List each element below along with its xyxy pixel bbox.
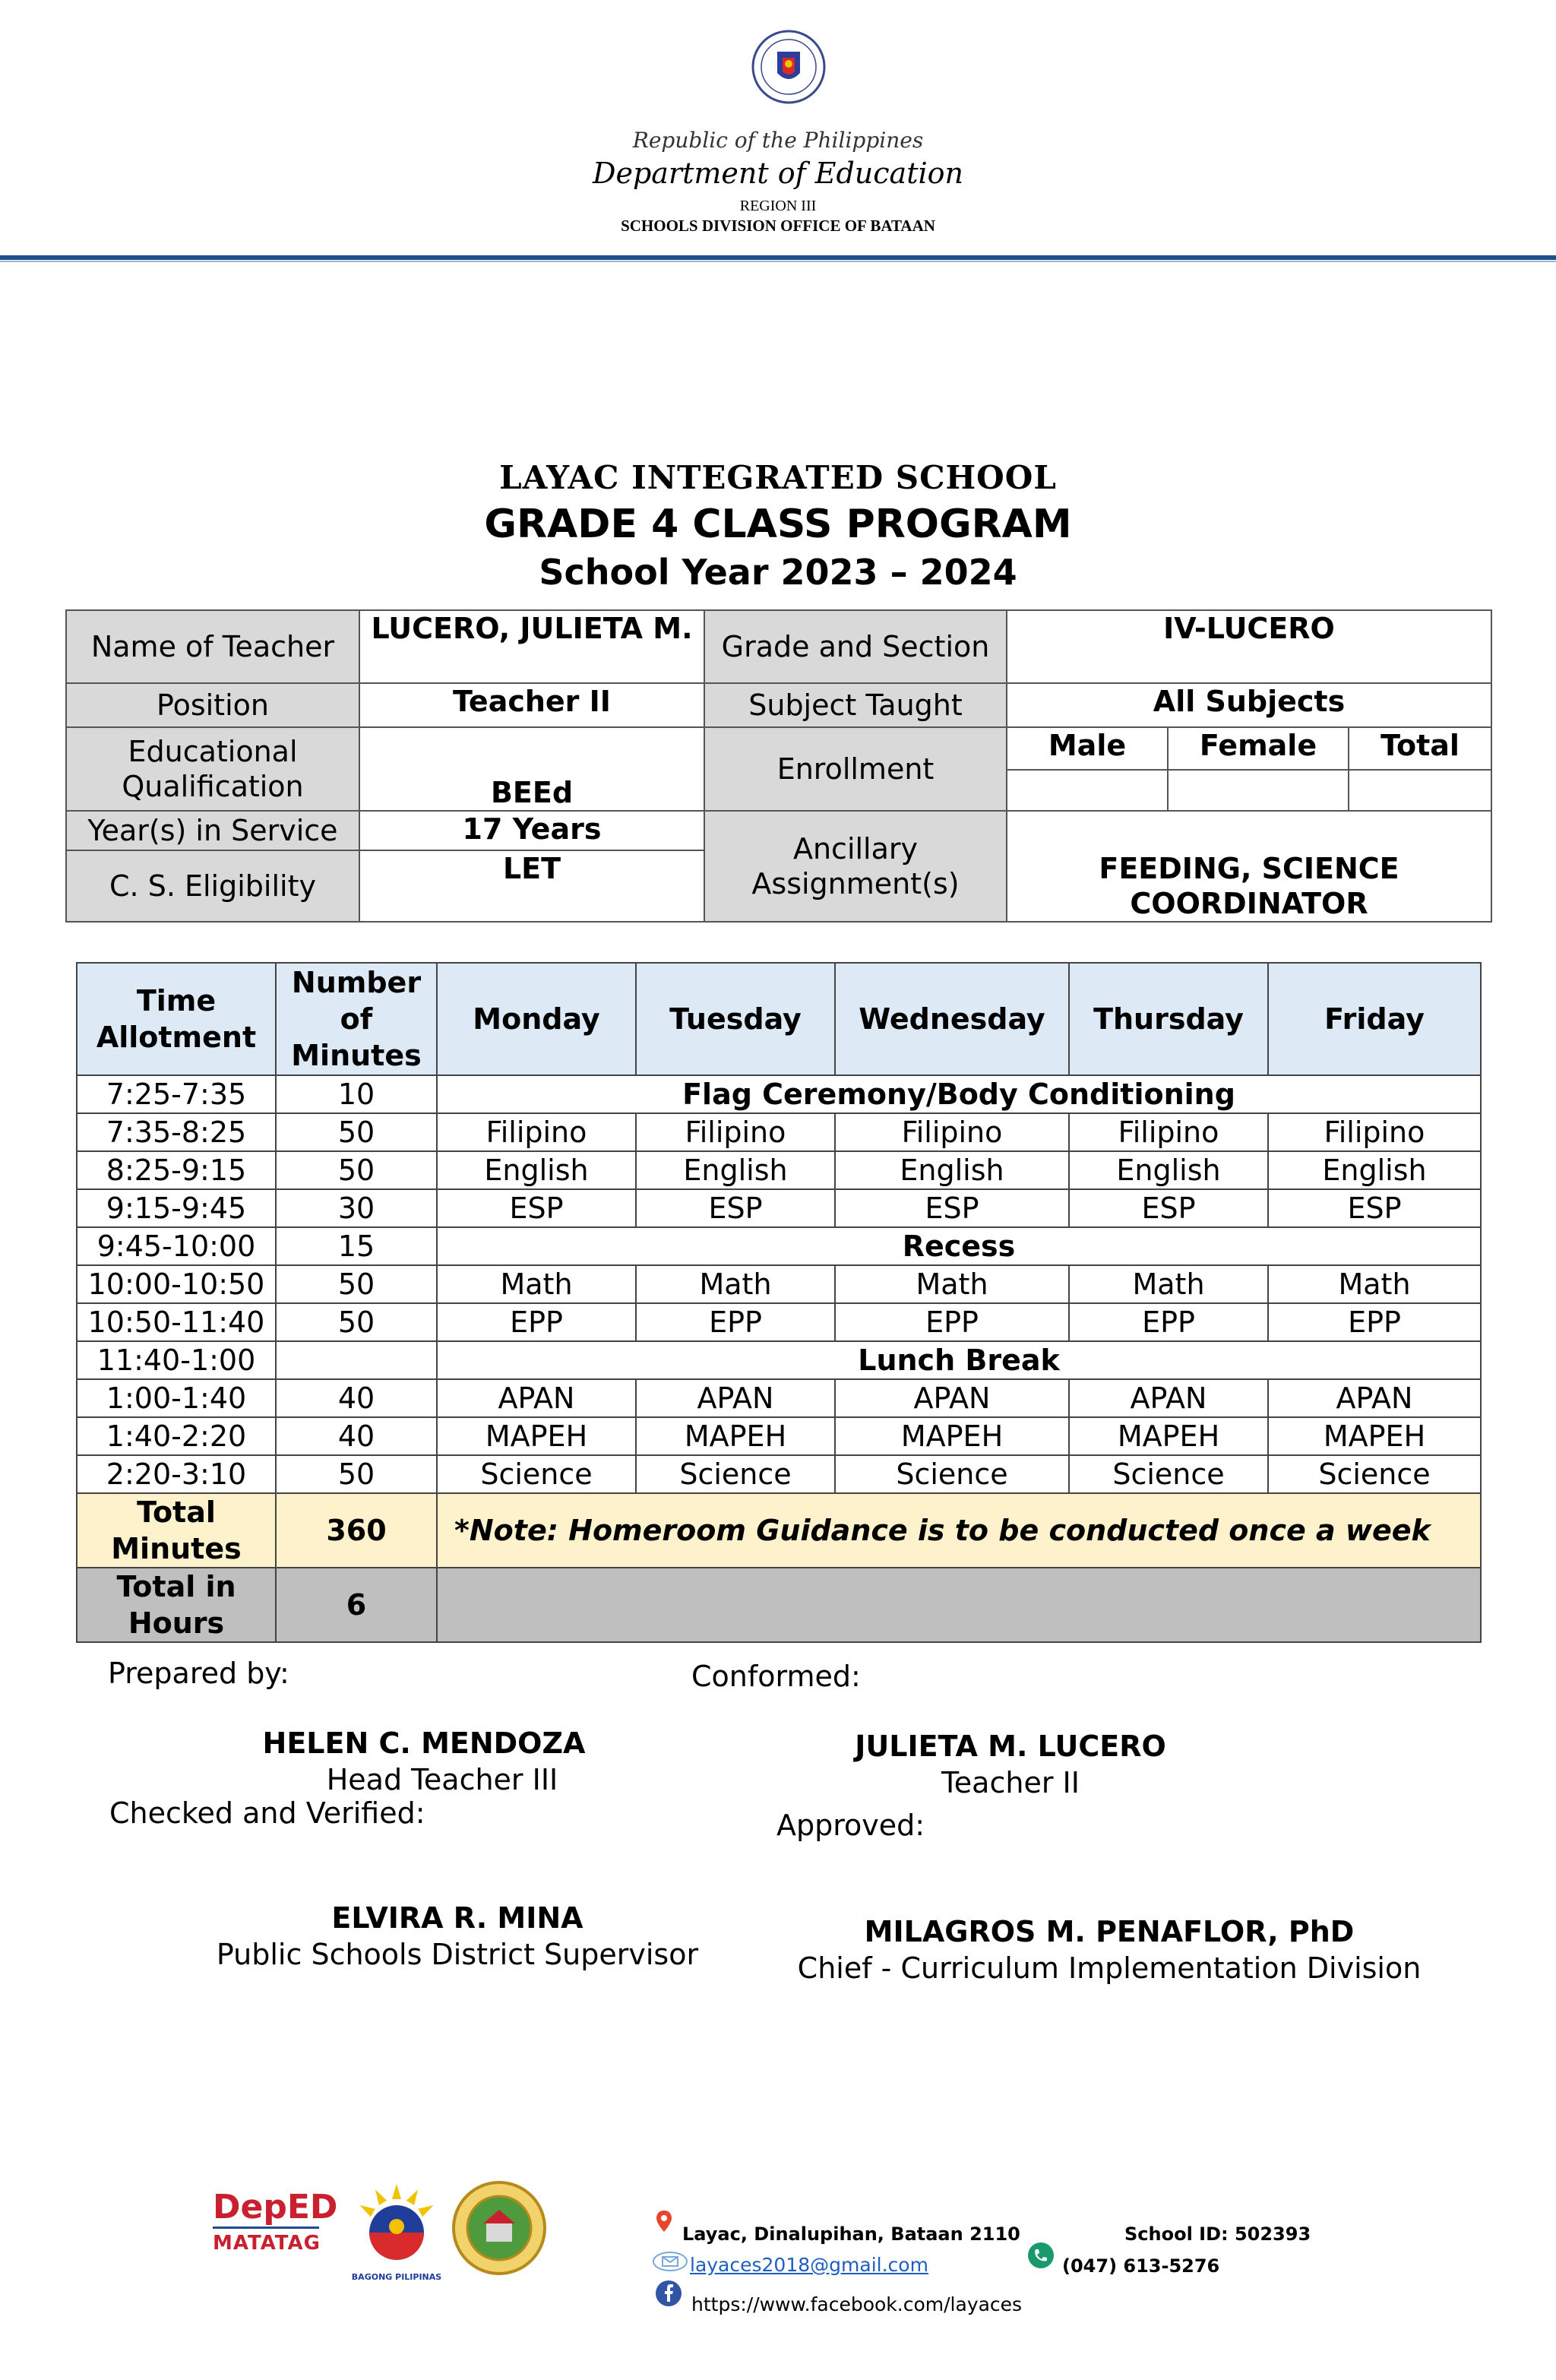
edu-label: Educational Qualification bbox=[66, 727, 359, 811]
schedule-row bbox=[77, 1113, 1481, 1151]
subject-cell: Math bbox=[835, 1265, 1069, 1303]
division-label: SCHOOLS DIVISION OFFICE OF BATAAN bbox=[621, 217, 935, 235]
approved-label: Approved: bbox=[776, 1809, 925, 1842]
female-value bbox=[1168, 770, 1349, 811]
schedule-header-2: Monday bbox=[437, 963, 636, 1075]
program-title: GRADE 4 CLASS PROGRAM bbox=[484, 502, 1072, 547]
name-value: LUCERO, JULIETA M. bbox=[359, 610, 704, 683]
subject-cell: MAPEH bbox=[835, 1417, 1069, 1455]
prepared-title: Head Teacher III bbox=[326, 1763, 558, 1796]
prepared-label: Prepared by: bbox=[108, 1657, 289, 1690]
span-activity-cell: Lunch Break bbox=[437, 1341, 1481, 1379]
years-value: 17 Years bbox=[359, 811, 704, 850]
subject-cell: Filipino bbox=[835, 1113, 1069, 1151]
region-label: REGION III bbox=[739, 198, 817, 214]
homeroom-note: *Note: Homeroom Guidance is to be conducted once a week bbox=[437, 1493, 1481, 1568]
span-activity-cell: Recess bbox=[437, 1227, 1481, 1265]
time-cell: 7:35-8:25 bbox=[77, 1113, 276, 1151]
grade-label: Grade and Section bbox=[704, 610, 1007, 683]
enroll-label: Enrollment bbox=[704, 727, 1007, 811]
subject-cell: Math bbox=[437, 1265, 636, 1303]
schedule-row bbox=[77, 1455, 1481, 1493]
minutes-cell bbox=[276, 1341, 437, 1379]
minutes-cell: 50 bbox=[276, 1151, 437, 1189]
subject-cell: ESP bbox=[1268, 1189, 1481, 1227]
checked-name: ELVIRA R. MINA bbox=[331, 1901, 584, 1935]
subject-cell: EPP bbox=[636, 1303, 835, 1341]
subject-cell: MAPEH bbox=[636, 1417, 835, 1455]
school-year: School Year 2023 – 2024 bbox=[539, 552, 1017, 593]
phone-text: (047) 613-5276 bbox=[1062, 2255, 1220, 2277]
minutes-cell: 10 bbox=[276, 1075, 437, 1113]
subject-cell: Filipino bbox=[437, 1113, 636, 1151]
minutes-cell: 40 bbox=[276, 1417, 437, 1455]
conformed-label: Conformed: bbox=[691, 1660, 861, 1693]
subject-cell: Science bbox=[1268, 1455, 1481, 1493]
subject-cell: Math bbox=[1268, 1265, 1481, 1303]
department-label: Department of Education bbox=[593, 157, 963, 190]
svg-text:BAGONG PILIPINAS: BAGONG PILIPINAS bbox=[351, 2272, 442, 2282]
years-label: Year(s) in Service bbox=[66, 811, 359, 850]
subject-cell: APAN bbox=[1069, 1379, 1268, 1417]
subject-cell: EPP bbox=[835, 1303, 1069, 1341]
schedule-header-0: Time Allotment bbox=[77, 963, 276, 1075]
approved-title: Chief - Curriculum Implementation Division bbox=[797, 1951, 1422, 1985]
email-link[interactable]: layaces2018@gmail.com bbox=[690, 2254, 928, 2276]
time-cell: 10:50-11:40 bbox=[77, 1303, 276, 1341]
subject-cell: APAN bbox=[835, 1379, 1069, 1417]
class-schedule-table bbox=[76, 962, 1482, 1643]
position-label: Position bbox=[66, 683, 359, 727]
subject-cell: EPP bbox=[1268, 1303, 1481, 1341]
subject-cell: Filipino bbox=[1268, 1113, 1481, 1151]
checked-label: Checked and Verified: bbox=[109, 1796, 425, 1830]
school-id-text: School ID: 502393 bbox=[1124, 2223, 1311, 2245]
schedule-row bbox=[77, 1303, 1481, 1341]
position-value: Teacher II bbox=[359, 683, 704, 727]
subject-value: All Subjects bbox=[1007, 683, 1491, 727]
subject-cell: English bbox=[1069, 1151, 1268, 1189]
minutes-cell: 50 bbox=[276, 1113, 437, 1151]
email-icon bbox=[652, 2251, 688, 2272]
checked-title: Public Schools District Supervisor bbox=[216, 1938, 699, 1971]
address-text: Layac, Dinalupihan, Bataan 2110 bbox=[682, 2223, 1020, 2245]
schedule-row bbox=[77, 1417, 1481, 1455]
total-minutes-row bbox=[77, 1493, 1481, 1568]
subject-cell: Science bbox=[636, 1455, 835, 1493]
time-cell: 8:25-9:15 bbox=[77, 1151, 276, 1189]
subject-cell: MAPEH bbox=[437, 1417, 636, 1455]
schedule-row bbox=[77, 1265, 1481, 1303]
subject-cell: APAN bbox=[636, 1379, 835, 1417]
prepared-name: HELEN C. MENDOZA bbox=[262, 1726, 586, 1760]
time-cell: 11:40-1:00 bbox=[77, 1341, 276, 1379]
schedule-row bbox=[77, 1151, 1481, 1189]
ancillary-value: FEEDING, SCIENCE COORDINATOR bbox=[1007, 811, 1491, 922]
total-hours-row bbox=[77, 1568, 1481, 1642]
subject-cell: ESP bbox=[1069, 1189, 1268, 1227]
school-logo bbox=[450, 2175, 549, 2281]
subject-cell: Science bbox=[835, 1455, 1069, 1493]
subject-cell: ESP bbox=[835, 1189, 1069, 1227]
schedule-row bbox=[77, 1341, 1481, 1379]
total-hours-label: Total in Hours bbox=[77, 1568, 276, 1642]
minutes-cell: 50 bbox=[276, 1265, 437, 1303]
deped-matatag-logo: DepED MATATAG bbox=[213, 2188, 338, 2255]
schedule-row bbox=[77, 1227, 1481, 1265]
edu-value: BEEd bbox=[359, 727, 704, 811]
schedule-row bbox=[77, 1075, 1481, 1113]
schedule-header-4: Wednesday bbox=[835, 963, 1069, 1075]
subject-cell: ESP bbox=[437, 1189, 636, 1227]
subject-cell: Filipino bbox=[1069, 1113, 1268, 1151]
minutes-cell: 40 bbox=[276, 1379, 437, 1417]
location-pin-icon bbox=[655, 2210, 673, 2233]
time-cell: 2:20-3:10 bbox=[77, 1455, 276, 1493]
schedule-row bbox=[77, 1379, 1481, 1417]
minutes-cell: 50 bbox=[276, 1455, 437, 1493]
total-value bbox=[1349, 770, 1491, 811]
header-divider-secondary bbox=[0, 261, 1556, 262]
subject-cell: Math bbox=[1069, 1265, 1268, 1303]
eligibility-label: C. S. Eligibility bbox=[66, 850, 359, 922]
schedule-header-3: Tuesday bbox=[636, 963, 835, 1075]
schedule-row bbox=[77, 1189, 1481, 1227]
subject-cell: Science bbox=[437, 1455, 636, 1493]
male-value bbox=[1007, 770, 1168, 811]
subject-cell: Math bbox=[636, 1265, 835, 1303]
time-cell: 9:45-10:00 bbox=[77, 1227, 276, 1265]
bagong-pilipinas-logo bbox=[343, 2181, 450, 2287]
time-cell: 1:40-2:20 bbox=[77, 1417, 276, 1455]
schedule-header-6: Friday bbox=[1268, 963, 1481, 1075]
conformed-title: Teacher II bbox=[941, 1766, 1080, 1799]
conformed-name: JULIETA M. LUCERO bbox=[855, 1730, 1166, 1763]
facebook-link[interactable]: https://www.facebook.com/layaces bbox=[691, 2293, 1023, 2315]
total-hours-value: 6 bbox=[276, 1568, 437, 1642]
approved-name: MILAGROS M. PENAFLOR, PhD bbox=[864, 1915, 1355, 1948]
total-hours-blank bbox=[437, 1568, 1481, 1642]
span-activity-cell: Flag Ceremony/Body Conditioning bbox=[437, 1075, 1481, 1113]
grade-value: IV-LUCERO bbox=[1007, 610, 1491, 683]
subject-cell: APAN bbox=[437, 1379, 636, 1417]
minutes-cell: 15 bbox=[276, 1227, 437, 1265]
eligibility-value: LET bbox=[359, 850, 704, 922]
republic-label: Republic of the Philippines bbox=[632, 128, 924, 153]
header-divider bbox=[0, 255, 1556, 260]
female-label: Female bbox=[1168, 727, 1349, 770]
time-cell: 1:00-1:40 bbox=[77, 1379, 276, 1417]
subject-cell: ESP bbox=[636, 1189, 835, 1227]
facebook-icon bbox=[655, 2280, 682, 2307]
time-cell: 9:15-9:45 bbox=[77, 1189, 276, 1227]
time-cell: 7:25-7:35 bbox=[77, 1075, 276, 1113]
subject-cell: EPP bbox=[437, 1303, 636, 1341]
total-minutes-label: Total Minutes bbox=[77, 1493, 276, 1568]
male-label: Male bbox=[1007, 727, 1168, 770]
name-label: Name of Teacher bbox=[66, 610, 359, 683]
minutes-cell: 30 bbox=[276, 1189, 437, 1227]
subject-cell: English bbox=[636, 1151, 835, 1189]
subject-cell: EPP bbox=[1069, 1303, 1268, 1341]
teacher-info-table bbox=[65, 609, 1492, 923]
subject-cell: MAPEH bbox=[1069, 1417, 1268, 1455]
subject-cell: Science bbox=[1069, 1455, 1268, 1493]
schedule-header-1: Number of Minutes bbox=[276, 963, 437, 1075]
total-label: Total bbox=[1349, 727, 1491, 770]
subject-cell: APAN bbox=[1268, 1379, 1481, 1417]
schedule-header-5: Thursday bbox=[1069, 963, 1268, 1075]
subject-cell: MAPEH bbox=[1268, 1417, 1481, 1455]
phone-icon bbox=[1027, 2242, 1055, 2269]
subject-cell: English bbox=[1268, 1151, 1481, 1189]
subject-cell: Filipino bbox=[636, 1113, 835, 1151]
school-name: LAYAC INTEGRATED SCHOOL bbox=[499, 459, 1057, 496]
deped-seal-icon bbox=[751, 29, 827, 105]
subject-label: Subject Taught bbox=[704, 683, 1007, 727]
ancillary-label: Ancillary Assignment(s) bbox=[704, 811, 1007, 922]
time-cell: 10:00-10:50 bbox=[77, 1265, 276, 1303]
subject-cell: English bbox=[437, 1151, 636, 1189]
minutes-cell: 50 bbox=[276, 1303, 437, 1341]
subject-cell: English bbox=[835, 1151, 1069, 1189]
total-minutes-value: 360 bbox=[276, 1493, 437, 1568]
